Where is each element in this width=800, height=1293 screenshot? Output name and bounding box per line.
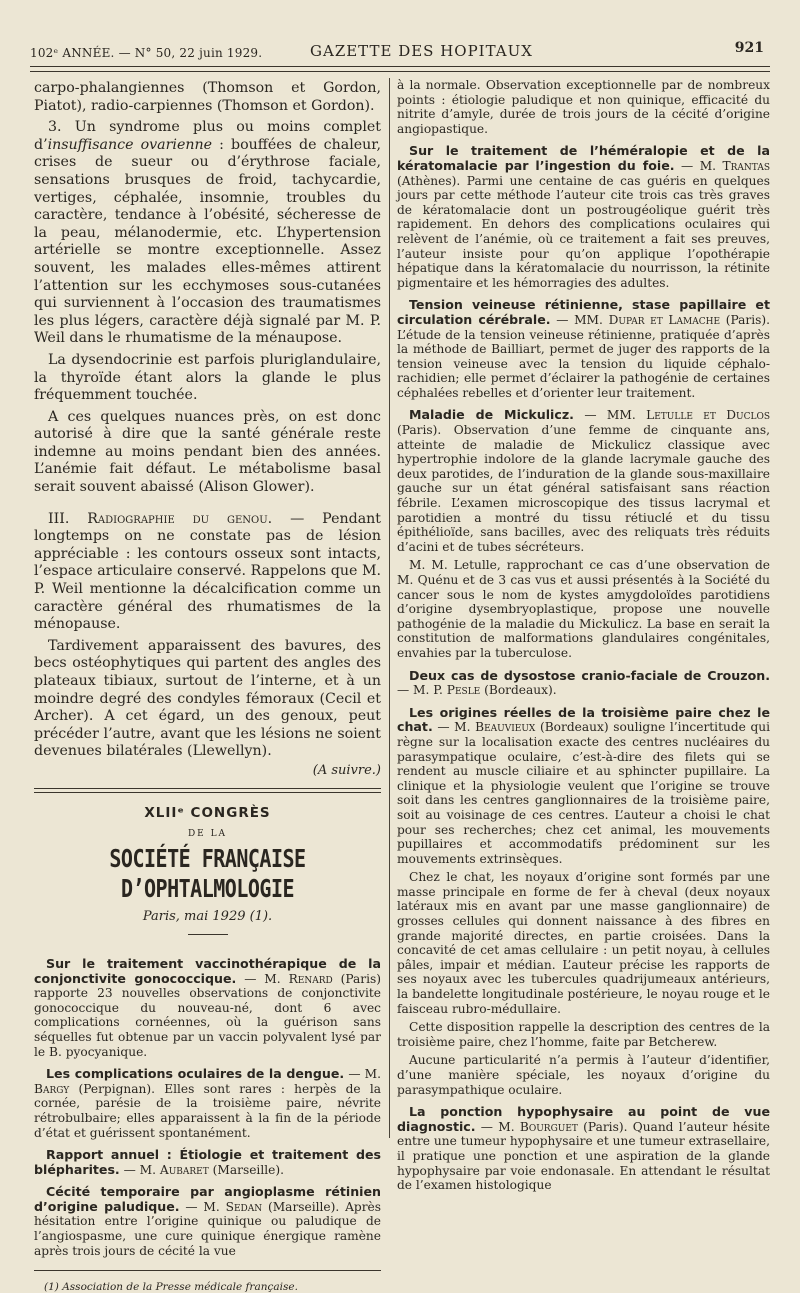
article: Deux cas de dysostose cranio-faciale de Crouzon. — M. P. Pesle (Bordeaux). bbox=[397, 667, 770, 698]
issue-info: 102ᵉ ANNÉE. — N° 50, 22 juin 1929. bbox=[30, 46, 263, 60]
author: Beauvieux bbox=[475, 720, 536, 735]
text-run: : bouffées de chaleur, crises de sueur ou d’érythrose faciale, sensations brusques de froid, tachycardie, vertiges, céphalée, insomnie, troubles du caractère, tendance à l’obésité, sécheresse de la peau, mélanodermie, etc. L’hypertension artérielle se montre exceptionnelle. Assez souvent, les malades elles-mêmes attirent l’attention sur les ecchymoses sous-cutanées qui surviennent à l’occasion des traumatismes les plus légers, caractère déjà signalé par M. P. Weil dans le rhumatisme de la ménaupose. bbox=[34, 136, 381, 347]
column-divider bbox=[389, 78, 390, 1138]
article: Tension veineuse rétinienne, stase papillaire et circulation cérébrale. — MM. Dupar et Lamache (Paris). L’étude de la tension veineuse rétinienne, pratiquée d’après la méthode de Bailliart, permet de juger des rapports de la tension veineuse avec la tension du liquide céphalo-rachidien; elle permet d’éclairer la pathogénie de certaines céphalées rebelles et d’orienter leur traitement. bbox=[397, 297, 770, 400]
author: Trantas bbox=[722, 158, 770, 173]
article-title: Sur le traitement vaccinothérapique de la conjonctivite gonococcique. bbox=[34, 955, 381, 986]
text-run: (Paris). Quand l’auteur hésite entre une tumeur hypophysaire et une tumeur extrasellaire, il pratique une ponction et une aspiration de la glande hypophysaire par voie endonasale. En attendant le résultat de l’examen histologique bbox=[397, 1119, 770, 1193]
text-run: (Bordeaux). bbox=[480, 683, 557, 698]
paragraph: M. M. Letulle, rapprochant ce cas d’une observation de M. Quénu et de 3 cas vus et aussi présentés à la Société du cancer sous le nom de kystes amygdoloïdes parotidiens d’origine dysembryoplastique, propose une nouvelle pathogénie de la maladie du Mickulicz. La base en serait la constitution de malformations glandulaires congénitales, envahies par la tuberculose. bbox=[397, 558, 770, 660]
article-title: Tension veineuse rétinienne, stase papillaire et circulation cérébrale. bbox=[397, 297, 770, 327]
paragraph: à la normale. Observation exceptionnelle par de nombreux points : étiologie paludique et non quinique, efficacité du nitrite d’amyle, durée de trois jours de la cécité d’origine angiopastique. bbox=[397, 78, 770, 136]
author: Bourguet bbox=[519, 1119, 578, 1134]
article: Cécité temporaire par angioplasme rétinien d’origine paludique. — M. Sedan (Marseille). Après hésitation entre l’origine quinique ou paludique de l’angiospasme, une cure quinique énergique ramène après trois jours de cécité la vue bbox=[34, 1184, 381, 1258]
paragraph: A ces quelques nuances près, on est donc autorisé à dire que la santé générale reste indemne au moins pendant bien des années. L’anémie fait défaut. Le métabolisme basal serait souvent abaissé (Alison Glower). bbox=[34, 408, 381, 496]
article: Rapport annuel : Étiologie et traitement des blépharites. — M. Aubaret (Marseille). bbox=[34, 1147, 381, 1177]
congress-date: Paris, mai 1929 (1). bbox=[142, 908, 273, 924]
short-rule bbox=[188, 934, 228, 935]
congress-title: XLIIᵉ CONGRÈS bbox=[144, 804, 271, 821]
page-number: 921 bbox=[734, 40, 764, 56]
article-title: Deux cas de dysostose cranio-faciale de Crouzon. bbox=[409, 667, 770, 683]
society-title: SOCIÉTÉ FRANÇAISE D’OPHTALMOLOGIE bbox=[109, 842, 306, 903]
text-run: — Pendant longtemps on ne constate pas de lésion appréciable : les contours osseux sont intacts, l’espace articulaire conservé. Rappelons que M. P. Weil mentionne la décalcification comme un caractère général des rhumatismes de la ménopause. bbox=[34, 510, 381, 633]
right-column bbox=[397, 78, 770, 1193]
paragraph bbox=[34, 119, 381, 348]
article: Sur le traitement de l’héméralopie et de la kératomalacie par l’ingestion du foie. — M. Trantas (Athènes). Parmi une centaine de cas guéris en quelques jours par cette méthode l’auteur cite trois cas très graves de kératomalacie dont un postrougéolique guérit très rapidement. En dehors des complications oculaires qui relèvent de l’anémie, où ce traitement a fait ses preuves, l’auteur insiste pour qu’on applique l’opothérapie hépatique dans la kératomalacie du nourrisson, la rétinite pigmentaire et les hémorragies des adultes. bbox=[397, 143, 770, 290]
left-column bbox=[34, 80, 382, 1293]
text-run: (Paris). L’étude de la tension veineuse rétinienne, pratiquée d’après la méthode de Bailliart, permet de juger des rapports de la tension veineuse avec la tension du liquide céphalo-rachidien; elle permet d’éclairer la pathogénie de certaines céphalées rebelles et d’orienter leur traitement. bbox=[397, 312, 770, 400]
author: Pesle bbox=[446, 683, 481, 698]
paragraph: Chez le chat, les noyaux d’origine sont formés par une masse principale en forme de fer à cheval (deux noyaux latéraux mis en avant par une masse ganglionnaire) de grosses cellules qui donnent naissance à des fibres en grande majorité directes, en partie croisées. Dans la concavité de cet amas cellulaire : un petit noyau, à cellules pâles, impair et médian. L’auteur précise les rapports de ses noyaux avec les tubercules quadrijumeaux antérieurs, la bandelette longitudinale postérieure, le noyau rouge et le faisceau rubro-médullaire. bbox=[397, 870, 770, 1016]
paragraph bbox=[34, 511, 381, 634]
article-title: Sur le traitement de l’héméralopie et de la kératomalacie par l’ingestion du foie. bbox=[397, 143, 770, 173]
author: Letulle et Duclos bbox=[646, 408, 770, 423]
paragraph: Cette disposition rappelle la description des centres de la troisième paire, chez l’homme, faite par Betcherew. bbox=[397, 1020, 770, 1049]
author: Bargy bbox=[34, 1081, 70, 1096]
section-rule bbox=[34, 788, 381, 793]
paragraph: La dysendocrinie est parfois pluriglandulaire, la thyroïde étant alors la glande le plus fréquemment touchée. bbox=[34, 351, 381, 404]
article-title: Les complications oculaires de la dengue. bbox=[46, 1066, 345, 1082]
author: Sedan bbox=[225, 1199, 263, 1214]
text-run: 3. Un syndrome plus ou moins complet d’ bbox=[34, 119, 381, 153]
article: Les origines réelles de la troisième paire chez le chat. — M. Beauvieux (Bordeaux) souligne l’incertitude qui règne sur la localisation exacte des centres nucléaires du parasympatique oculaire, c’est-à-dire des filets qui se rendent au muscle ciliaire et au sphincter pupillaire. La clinique et la physiologie veulent que l’origine se trouve soit dans les centres ganglionnaires de la troisième paire, soit au voisinage de ces centres. L’auteur a choisi le chat pour ses recherches; chez cet animal, les mouvements pupillaires et accommodatifs prédominent sur les mouvements extrinsèques. bbox=[397, 704, 770, 866]
article-title: Cécité temporaire par angioplasme rétinien d’origine paludique. bbox=[34, 1184, 381, 1214]
journal-title: GAZETTE DES HOPITAUX bbox=[310, 42, 533, 60]
page-header bbox=[30, 40, 770, 60]
author: Dupar et Lamache bbox=[608, 312, 721, 327]
text-run: (Marseille). Après hésitation entre l’origine quinique ou paludique de l’angiospasme, une cure quinique énergique ramène après trois jours de cécité la vue bbox=[34, 1199, 381, 1258]
section-heading: III. Radiographie du genou. bbox=[48, 510, 273, 527]
header-rule-2 bbox=[30, 71, 770, 72]
congress-de-la: DE LA bbox=[187, 828, 228, 839]
text-run: (Marseille). bbox=[208, 1162, 284, 1177]
text-run: (Bordeaux) souligne l’incertitude qui règne sur la localisation exacte des centres nucléaires du parasympatique oculaire, c’est-à-dire des filets qui se rendent au muscle ciliaire et au sphincter pupillaire. La clinique et la physiologie veulent que l’origine se trouve soit dans les centres ganglionnaires de la troisième paire, soit au voisinage de ces centres. L’auteur a choisi le chat pour ses recherches; chez cet animal, les mouvements pupillaires et accommodatifs prédominent sur les mouvements extrinsèques. bbox=[397, 720, 770, 866]
article-title: La ponction hypophysaire au point de vue diagnostic. bbox=[397, 1104, 770, 1134]
article: Maladie de Mickulicz. — MM. Letulle et Duclos (Paris). Observation d’une femme de cinquante ans, atteinte de maladie de Mickulicz classique avec hypertrophie indolore de la glande lacrymale gauche des deux parotides, de l’induration de la glande sous-maxillaire gauche sur un état général satisfaisant sans réaction fébrile. L’examen microscopique des tissus lacrymal et parotidien a montré du tissu rétiuclé et du tissu épithélioïde, sans bacilles, avec des reliquats très réduits d’acini et de tubes sécréteurs. bbox=[397, 407, 770, 554]
text-run: (Perpignan). Elles sont rares : herpès de la cornée, parésie de la troisième paire, névrite rétrobulbaire; elles apparaissent à la fin de la période d’état et guérissent spontanément. bbox=[34, 1081, 381, 1140]
footnote: (1) Association de la Presse médicale française. bbox=[44, 1281, 298, 1293]
article: Sur le traitement vaccinothérapique de la conjonctivite gonococcique. — M. Renard (Paris) rapporte 23 nouvelles observations de conjonctivite gonococcique du nouveau-né, dont 6 avec complications cornéennes, où la guérison sans séquelles fut obtenue par un vaccin polyvalent lysé par le B. pyocyanique. bbox=[34, 955, 382, 1059]
a-suivre: (A suivre.) bbox=[312, 762, 381, 778]
text-run: (Paris). Observation d’une femme de cinquante ans, atteinte de maladie de Mickulicz classique avec hypertrophie indolore de la glande lacrymale gauche des deux parotides, de l’induration de la glande sous-maxillaire gauche sur un état général satisfaisant sans réaction fébrile. L’examen microscopique des tissus lacrymal et parotidien a montré du tissu rétiuclé et du tissu épithélioïde, sans bacilles, avec des reliquats très réduits d’acini et de tubes sécréteurs. bbox=[397, 423, 770, 554]
paragraph: Aucune particularité n’a permis à l’auteur d’identifier, d’une manière spéciale, les noyaux d’origine du parasympathique oculaire. bbox=[397, 1053, 770, 1097]
author: Renard bbox=[288, 971, 333, 986]
text-run: (Athènes). Parmi une centaine de cas guéris en quelques jours par cette méthode l’auteur cite trois cas très graves de kératomalacie dont un postrougéolique guérit très rapidement. En dehors des complications oculaires qui relèvent de l’anémie, où ce traitement a fait ses preuves, l’auteur insiste pour qu’on applique l’opothérapie hépatique dans la kératomalacie du nourrisson, la rétinite pigmentaire et les hémorragies des adultes. bbox=[397, 173, 770, 290]
footnote-rule bbox=[34, 1270, 381, 1271]
header-rule bbox=[30, 66, 770, 67]
article-title: Rapport annuel : Étiologie et traitement des blépharites. bbox=[34, 1147, 381, 1177]
emphasis: insuffisance ovarienne bbox=[47, 136, 213, 153]
paragraph: carpo-phalangiennes (Thomson et Gordon, Piatot), radio-carpiennes (Thomson et Gordon). bbox=[34, 80, 381, 114]
text-run: (Paris) rapporte 23 nouvelles observations de conjonctivite gonococcique du nouveau-né, dont 6 avec complications cornéennes, où la guérison sans séquelles fut obtenue par un vaccin polyvalent lysé par le B. pyocyanique. bbox=[34, 971, 382, 1059]
author: Aubaret bbox=[159, 1162, 209, 1177]
article: La ponction hypophysaire au point de vue diagnostic. — M. Bourguet (Paris). Quand l’auteur hésite entre une tumeur hypophysaire et une tumeur extrasellaire, il pratique une ponction et une aspiration de la glande hypophysaire par voie endonasale. En attendant le résultat de l’examen histologique bbox=[397, 1104, 770, 1193]
article-title: Maladie de Mickulicz. bbox=[409, 407, 574, 423]
article-title: Les origines réelles de la troisième paire chez le chat. bbox=[397, 704, 770, 735]
article: Les complications oculaires de la dengue. — M. Bargy (Perpignan). Elles sont rares : herpès de la cornée, parésie de la troisième paire, névrite rétrobulbaire; elles apparaissent à la fin de la période d’état et guérissent spontanément. bbox=[34, 1066, 381, 1140]
paragraph: Tardivement apparaissent des bavures, des becs ostéophytiques qui partent des angles des plateaux tibiaux, surtout de l’interne, et à un moindre degré des condyles fémoraux (Cecil et Archer). A cet égard, un des genoux, peut précéder l’autre, avant que les lésions ne soient devenues bilatérales (Llewellyn). bbox=[34, 637, 381, 760]
